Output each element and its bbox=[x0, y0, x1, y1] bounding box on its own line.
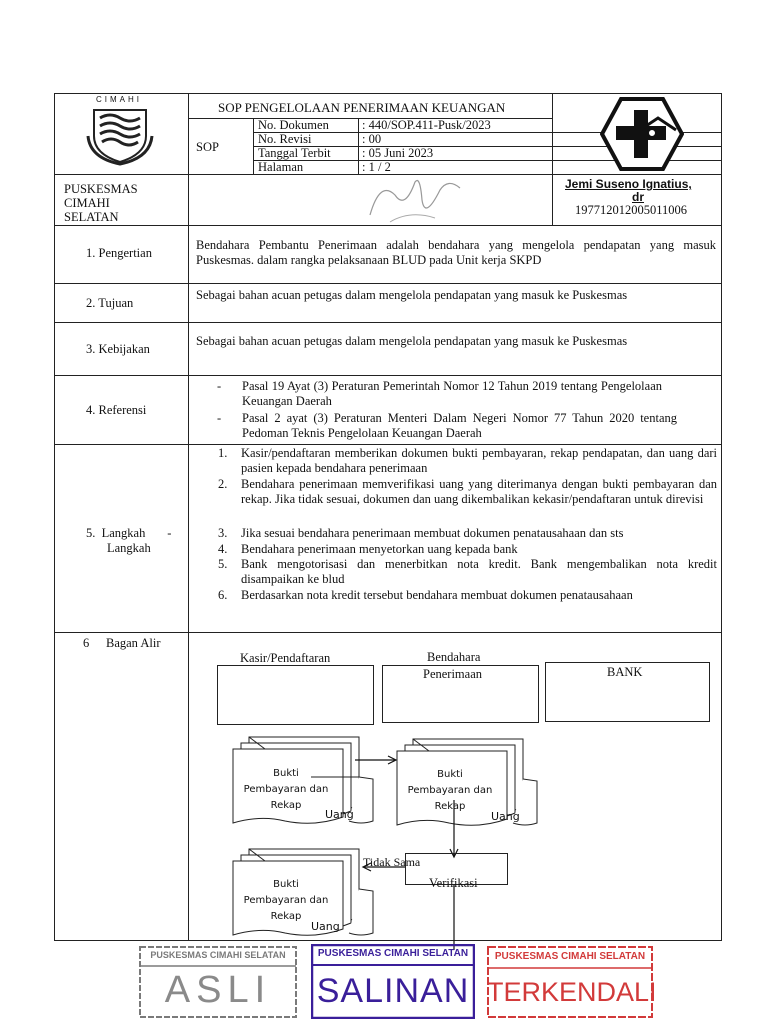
doc-1-line1: Bukti bbox=[273, 768, 299, 779]
doc-1-line2: Pembayaran dan bbox=[243, 784, 329, 795]
step-5: Bank mengotorisasi dan menerbitkan nota kredit. Bank mengembalikan nota kredit disampaikan ke blud bbox=[241, 557, 717, 586]
bagan-label-num: 6 bbox=[83, 636, 90, 650]
puskesmas-logo bbox=[600, 96, 684, 172]
doc-3-line1: Bukti bbox=[273, 879, 299, 890]
step-1: Kasir/pendaftaran memberikan dokumen bukti pembayaran, rekap pendapatan, dan uang dari pasien kepada bendahara penerimaan bbox=[241, 446, 717, 475]
meta-label-tanggal: Tanggal Terbit bbox=[258, 146, 331, 160]
stamp-terkendali-header: PUSKESMAS CIMAHI SELATAN bbox=[494, 951, 646, 962]
verifikasi-label: Verifikasi bbox=[429, 876, 478, 890]
step-6: Berdasarkan nota kredit tersebut bendahara membuat dokumen penatausahaan bbox=[241, 588, 633, 602]
stamp-salinan-main: SALINAN bbox=[316, 972, 470, 1010]
sop-title: SOP PENGELOLAAN PENERIMAAN KEUANGAN bbox=[218, 100, 506, 115]
meta-label-revisi: No. Revisi bbox=[258, 132, 312, 146]
tidak-sama-label: Tidak Sama bbox=[363, 855, 421, 869]
org-name-line3: SELATAN bbox=[64, 210, 119, 224]
kebijakan-label: 3. Kebijakan bbox=[86, 342, 150, 356]
city-logo bbox=[80, 96, 160, 166]
lane-kasir-box bbox=[217, 665, 374, 725]
step-num-5: 5. bbox=[218, 557, 228, 571]
tujuan-label: 2. Tujuan bbox=[86, 296, 134, 310]
lane-bank-box bbox=[545, 662, 710, 722]
flow-arrows bbox=[340, 750, 520, 950]
langkah-label-line2: Langkah bbox=[107, 541, 151, 555]
step-4: Bendahara penerimaan menyetorkan uang kepada bank bbox=[241, 542, 518, 556]
step-num-4: 4. bbox=[218, 542, 228, 556]
org-name-line2: CIMAHI bbox=[64, 196, 110, 210]
step-3: Jika sesuai bendahara penerimaan membuat dokumen penatausahaan dan sts bbox=[241, 526, 624, 540]
signature bbox=[360, 170, 470, 230]
org-name-line1: PUSKESMAS bbox=[64, 182, 138, 196]
stamp-salinan-header: PUSKESMAS CIMAHI SELATAN bbox=[317, 948, 469, 959]
city-logo-label: CIMAHI bbox=[96, 95, 142, 104]
step-num-2: 2. bbox=[218, 477, 228, 491]
kebijakan-text: Sebagai bahan acuan petugas dalam mengelola pendapatan yang masuk ke Puskesmas bbox=[196, 334, 628, 348]
stamp-asli bbox=[139, 946, 297, 1018]
stamp-asli-main: ASLI bbox=[164, 969, 272, 1011]
signer-nip: 197712012005011006 bbox=[575, 203, 688, 217]
referensi-item-1: Pasal 19 Ayat (3) Peraturan Pemerintah Nomor 12 Tahun 2019 tentang Pengelolaan Keuangan Daerah bbox=[242, 379, 662, 408]
meta-value-revisi: : 00 bbox=[362, 132, 382, 146]
meta-value-tanggal: : 05 Juni 2023 bbox=[362, 146, 434, 160]
step-num-3: 3. bbox=[218, 526, 228, 540]
bagan-label-text: Bagan Alir bbox=[106, 636, 161, 650]
lane-kasir-label: Kasir/Pendaftaran bbox=[240, 651, 331, 665]
signer-name: Jemi Suseno Ignatius, bbox=[565, 177, 692, 191]
meta-label-dokumen: No. Dokumen bbox=[258, 118, 329, 132]
step-num-6: 6. bbox=[218, 588, 228, 602]
meta-value-halaman: : 1 / 2 bbox=[362, 160, 391, 174]
meta-label-halaman: Halaman bbox=[258, 160, 304, 174]
stamp-terkendali bbox=[487, 946, 657, 1018]
lane-bank-label: BANK bbox=[607, 665, 643, 679]
referensi-item-2: Pasal 2 ayat (3) Peraturan Menteri Dalam Negeri Nomor 77 Tahun 2020 tentang Pedoman Teknis Pengelolaan Keuangan Daerah bbox=[242, 411, 677, 440]
lane-bendahara-box bbox=[382, 665, 539, 723]
doc-2-line1: Bukti bbox=[437, 769, 463, 780]
doc-2-line3: Rekap bbox=[434, 801, 466, 812]
referensi-dash-1: - bbox=[217, 379, 222, 393]
doc-2-line2: Pembayaran dan bbox=[407, 785, 493, 796]
pengertian-label: 1. Pengertian bbox=[86, 246, 152, 260]
signer-title: dr bbox=[632, 190, 644, 204]
stamp-salinan bbox=[311, 944, 475, 1019]
meta-value-dokumen: : 440/SOP.411-Pusk/2023 bbox=[362, 118, 491, 132]
stamp-asli-header: PUSKESMAS CIMAHI SELATAN bbox=[150, 950, 286, 960]
tujuan-text: Sebagai bahan acuan petugas dalam mengelola pendapatan yang masuk ke Puskesmas bbox=[196, 288, 628, 302]
referensi-label: 4. Referensi bbox=[86, 403, 147, 417]
referensi-dash-2: - bbox=[217, 411, 222, 425]
lane-bendahara-label-1: Bendahara bbox=[427, 650, 481, 664]
pengertian-text: Bendahara Pembantu Penerimaan adalah bendahara yang mengelola pendapatan yang masuk Puskesmas. dalam rangka pelaksanaan BLUD pada Unit kerja SKPD bbox=[196, 238, 716, 267]
doc-2-uang: Uang bbox=[491, 810, 520, 823]
doc-3-uang: Uang bbox=[311, 920, 340, 933]
sop-label: SOP bbox=[196, 140, 219, 154]
doc-1-uang: Uang bbox=[325, 808, 354, 821]
lane-bendahara-label-2: Penerimaan bbox=[423, 667, 483, 681]
step-num-1: 1. bbox=[218, 446, 228, 460]
langkah-label-line1: 5. Langkah - bbox=[86, 526, 172, 540]
step-2: Bendahara penerimaan memverifikasi uang yang diterimanya dengan bukti pembayaran dan rekap. Jika tidak sesuai, dokumen dan uang dikembalikan kekasir/pendaftaran untuk direvisi bbox=[241, 477, 717, 506]
doc-1-line3: Rekap bbox=[270, 800, 302, 811]
stamp-terkendali-main: TERKENDALI bbox=[487, 977, 657, 1007]
doc-3-line2: Pembayaran dan bbox=[243, 895, 329, 906]
doc-3-line3: Rekap bbox=[270, 911, 302, 922]
